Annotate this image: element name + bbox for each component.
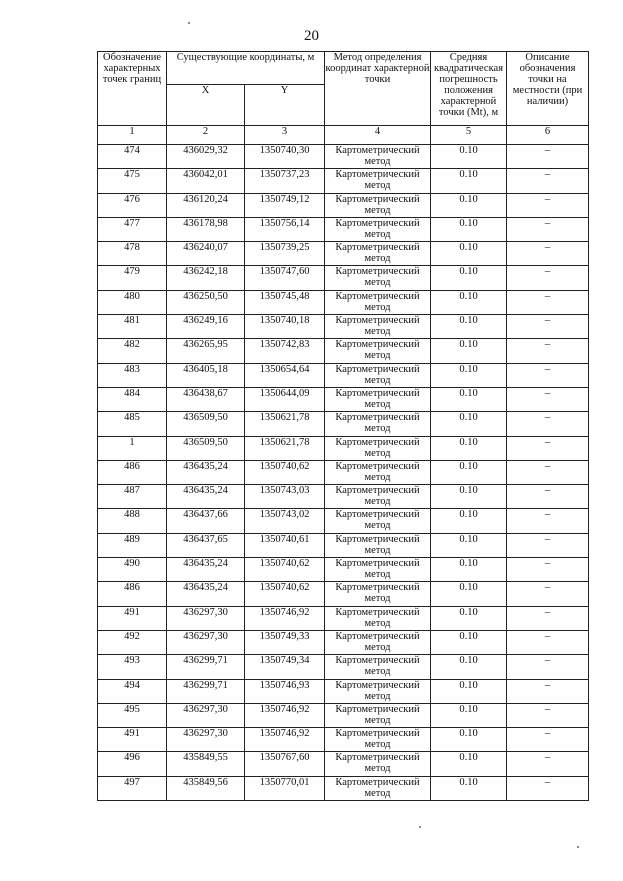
description-cell: – [507,558,589,582]
description-cell: – [507,290,589,314]
description-cell: – [507,776,589,800]
error-cell: 0.10 [431,630,507,654]
column-number: 3 [245,126,325,145]
method-cell: Картометрический метод [325,606,431,630]
description-cell: – [507,436,589,460]
x-cell: 436405,18 [167,363,245,387]
point-cell: 490 [98,558,167,582]
y-cell: 1350654,64 [245,363,325,387]
column-number-row [98,126,589,145]
header-point: Обозначение характерных точек границ [98,52,167,126]
method-cell: Картометрический метод [325,752,431,776]
y-cell: 1350740,18 [245,315,325,339]
error-cell: 0.10 [431,776,507,800]
x-cell: 436029,32 [167,145,245,169]
scan-speck [577,846,579,848]
error-cell: 0.10 [431,460,507,484]
description-cell: – [507,363,589,387]
table-row [98,242,589,266]
table-row [98,436,589,460]
point-cell: 486 [98,582,167,606]
table-body [98,145,589,801]
x-cell: 436120,24 [167,193,245,217]
header-description: Описание обозначения точки на местности (при наличии) [507,52,589,126]
y-cell: 1350740,61 [245,533,325,557]
table-row [98,752,589,776]
description-cell: – [507,582,589,606]
x-cell: 436435,24 [167,558,245,582]
x-cell: 436299,71 [167,679,245,703]
point-cell: 486 [98,460,167,484]
x-cell: 435849,56 [167,776,245,800]
error-cell: 0.10 [431,193,507,217]
y-cell: 1350749,33 [245,630,325,654]
y-cell: 1350739,25 [245,242,325,266]
table-row [98,363,589,387]
y-cell: 1350644,09 [245,387,325,411]
y-cell: 1350756,14 [245,217,325,241]
point-cell: 479 [98,266,167,290]
error-cell: 0.10 [431,752,507,776]
x-cell: 436438,67 [167,387,245,411]
point-cell: 485 [98,412,167,436]
error-cell: 0.10 [431,509,507,533]
point-cell: 496 [98,752,167,776]
y-cell: 1350737,23 [245,169,325,193]
method-cell: Картометрический метод [325,630,431,654]
method-cell: Картометрический метод [325,582,431,606]
y-cell: 1350743,02 [245,509,325,533]
method-cell: Картометрический метод [325,363,431,387]
description-cell: – [507,533,589,557]
table-row [98,193,589,217]
header-coordinates: Существующие координаты, м [167,52,325,85]
table-row [98,460,589,484]
y-cell: 1350747,60 [245,266,325,290]
point-cell: 491 [98,606,167,630]
y-cell: 1350743,03 [245,485,325,509]
method-cell: Картометрический метод [325,460,431,484]
description-cell: – [507,315,589,339]
error-cell: 0.10 [431,412,507,436]
description-cell: – [507,387,589,411]
header-error: Средняя квадратическая погрешность положения характерной точки (Mt), м [431,52,507,126]
column-number: 6 [507,126,589,145]
table-row [98,728,589,752]
y-cell: 1350621,78 [245,412,325,436]
description-cell: – [507,703,589,727]
point-cell: 492 [98,630,167,654]
error-cell: 0.10 [431,582,507,606]
error-cell: 0.10 [431,436,507,460]
point-cell: 475 [98,169,167,193]
error-cell: 0.10 [431,533,507,557]
error-cell: 0.10 [431,679,507,703]
y-cell: 1350746,92 [245,606,325,630]
description-cell: – [507,606,589,630]
description-cell: – [507,485,589,509]
method-cell: Картометрический метод [325,703,431,727]
y-cell: 1350740,30 [245,145,325,169]
header-x: X [167,85,245,126]
table-row [98,387,589,411]
point-cell: 491 [98,728,167,752]
description-cell: – [507,242,589,266]
description-cell: – [507,630,589,654]
point-cell: 476 [98,193,167,217]
error-cell: 0.10 [431,655,507,679]
method-cell: Картометрический метод [325,436,431,460]
column-number: 4 [325,126,431,145]
error-cell: 0.10 [431,606,507,630]
error-cell: 0.10 [431,363,507,387]
method-cell: Картометрический метод [325,558,431,582]
description-cell: – [507,217,589,241]
description-cell: – [507,655,589,679]
method-cell: Картометрический метод [325,387,431,411]
y-cell: 1350745,48 [245,290,325,314]
y-cell: 1350740,62 [245,558,325,582]
method-cell: Картометрический метод [325,242,431,266]
y-cell: 1350767,60 [245,752,325,776]
x-cell: 436297,30 [167,606,245,630]
point-cell: 474 [98,145,167,169]
description-cell: – [507,509,589,533]
point-cell: 493 [98,655,167,679]
table-row [98,485,589,509]
point-cell: 480 [98,290,167,314]
x-cell: 436437,65 [167,533,245,557]
point-cell: 1 [98,436,167,460]
method-cell: Картометрический метод [325,290,431,314]
method-cell: Картометрический метод [325,193,431,217]
method-cell: Картометрический метод [325,728,431,752]
table-row [98,776,589,800]
table-row [98,315,589,339]
error-cell: 0.10 [431,266,507,290]
description-cell: – [507,412,589,436]
method-cell: Картометрический метод [325,315,431,339]
y-cell: 1350740,62 [245,460,325,484]
point-cell: 483 [98,363,167,387]
method-cell: Картометрический метод [325,169,431,193]
point-cell: 494 [98,679,167,703]
x-cell: 436250,50 [167,290,245,314]
y-cell: 1350746,92 [245,703,325,727]
point-cell: 478 [98,242,167,266]
header-y: Y [245,85,325,126]
table-row [98,145,589,169]
table-row [98,509,589,533]
point-cell: 497 [98,776,167,800]
method-cell: Картометрический метод [325,533,431,557]
column-number: 1 [98,126,167,145]
x-cell: 436297,30 [167,630,245,654]
coordinates-table [97,51,589,801]
error-cell: 0.10 [431,485,507,509]
description-cell: – [507,728,589,752]
x-cell: 436435,24 [167,460,245,484]
table-row [98,558,589,582]
error-cell: 0.10 [431,387,507,411]
x-cell: 435849,55 [167,752,245,776]
method-cell: Картометрический метод [325,217,431,241]
error-cell: 0.10 [431,242,507,266]
description-cell: – [507,460,589,484]
table-row [98,290,589,314]
x-cell: 436265,95 [167,339,245,363]
error-cell: 0.10 [431,169,507,193]
scan-speck [419,826,421,828]
table-row [98,169,589,193]
y-cell: 1350749,34 [245,655,325,679]
page-number: 20 [304,28,319,44]
point-cell: 489 [98,533,167,557]
point-cell: 488 [98,509,167,533]
description-cell: – [507,752,589,776]
y-cell: 1350742,83 [245,339,325,363]
error-cell: 0.10 [431,558,507,582]
point-cell: 477 [98,217,167,241]
y-cell: 1350740,62 [245,582,325,606]
point-cell: 484 [98,387,167,411]
x-cell: 436509,50 [167,436,245,460]
x-cell: 436437,66 [167,509,245,533]
error-cell: 0.10 [431,728,507,752]
method-cell: Картометрический метод [325,485,431,509]
column-number: 2 [167,126,245,145]
y-cell: 1350770,01 [245,776,325,800]
point-cell: 482 [98,339,167,363]
x-cell: 436042,01 [167,169,245,193]
x-cell: 436178,98 [167,217,245,241]
error-cell: 0.10 [431,290,507,314]
point-cell: 487 [98,485,167,509]
table-row [98,655,589,679]
method-cell: Картометрический метод [325,655,431,679]
method-cell: Картометрический метод [325,679,431,703]
method-cell: Картометрический метод [325,145,431,169]
x-cell: 436240,07 [167,242,245,266]
y-cell: 1350746,93 [245,679,325,703]
table-row [98,217,589,241]
description-cell: – [507,339,589,363]
x-cell: 436249,16 [167,315,245,339]
method-cell: Картометрический метод [325,412,431,436]
y-cell: 1350746,92 [245,728,325,752]
x-cell: 436509,50 [167,412,245,436]
table-row [98,533,589,557]
table-row [98,339,589,363]
y-cell: 1350621,78 [245,436,325,460]
error-cell: 0.10 [431,145,507,169]
description-cell: – [507,193,589,217]
error-cell: 0.10 [431,339,507,363]
method-cell: Картометрический метод [325,509,431,533]
scan-speck [188,22,190,24]
error-cell: 0.10 [431,315,507,339]
error-cell: 0.10 [431,703,507,727]
description-cell: – [507,679,589,703]
column-number: 5 [431,126,507,145]
table-row [98,630,589,654]
description-cell: – [507,169,589,193]
x-cell: 436435,24 [167,582,245,606]
description-cell: – [507,145,589,169]
x-cell: 436242,18 [167,266,245,290]
description-cell: – [507,266,589,290]
x-cell: 436297,30 [167,703,245,727]
table-row [98,703,589,727]
table-row [98,412,589,436]
x-cell: 436299,71 [167,655,245,679]
x-cell: 436297,30 [167,728,245,752]
table-row [98,606,589,630]
x-cell: 436435,24 [167,485,245,509]
point-cell: 495 [98,703,167,727]
table-row [98,266,589,290]
point-cell: 481 [98,315,167,339]
method-cell: Картометрический метод [325,776,431,800]
y-cell: 1350749,12 [245,193,325,217]
error-cell: 0.10 [431,217,507,241]
table-row [98,679,589,703]
method-cell: Картометрический метод [325,339,431,363]
table-row [98,582,589,606]
header-method: Метод определения координат характерной точки [325,52,431,126]
method-cell: Картометрический метод [325,266,431,290]
